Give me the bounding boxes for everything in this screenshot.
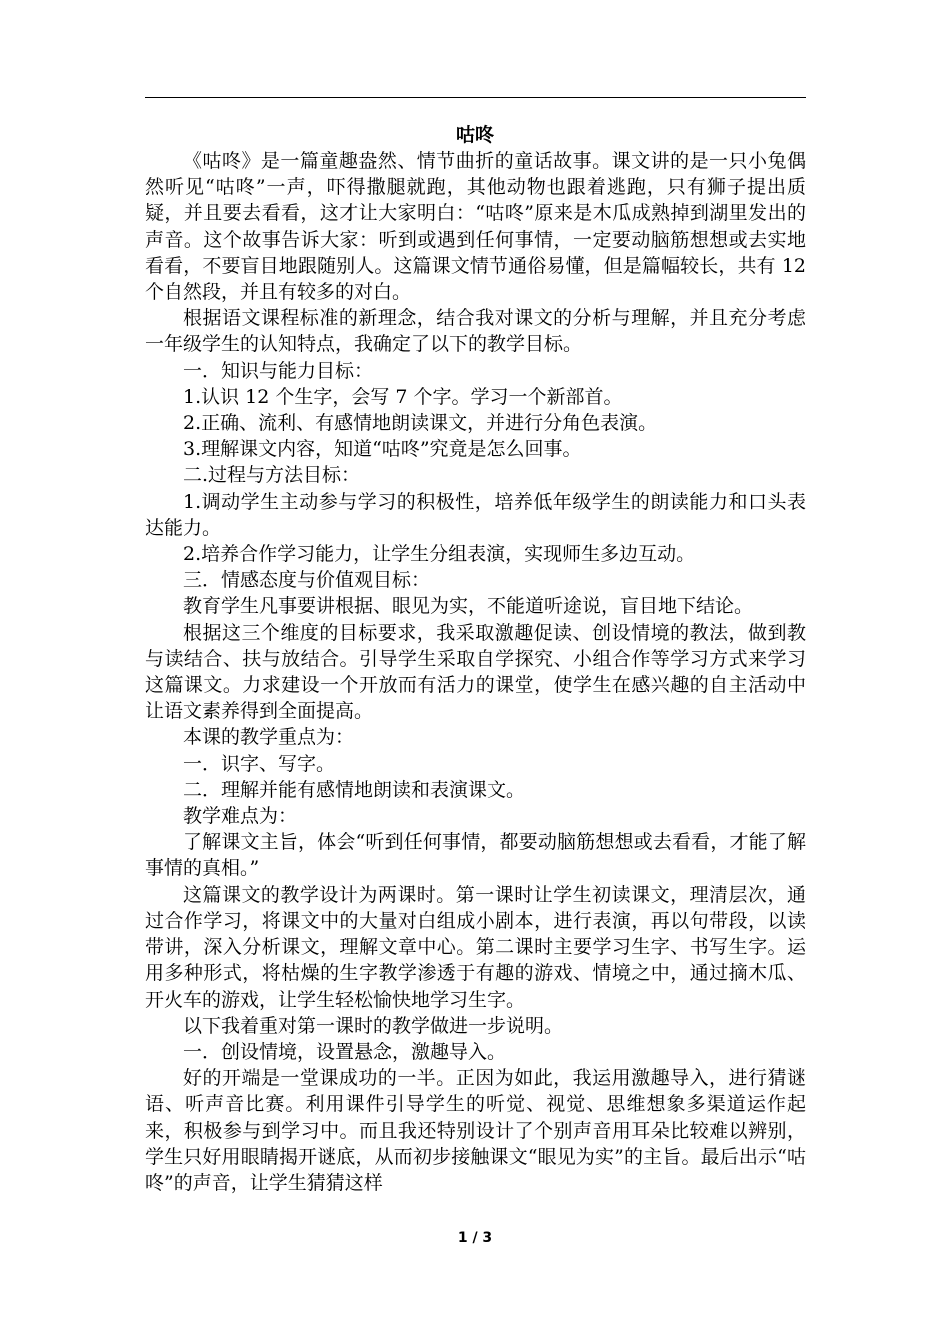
paragraph: 了解课文主旨，体会“听到任何事情，都要动脑筋想想或去看看，才能了解事情的真相。” [145,831,806,880]
section-heading: 一．创设情境，设置悬念，激趣导入。 [183,1040,507,1063]
list-item: 一．识字、写字。 [183,752,336,775]
document-title: 咕咚 [455,124,494,146]
list-item: 1.认识 12 个生字，会写 7 个字。学习一个新部首。 [183,385,623,408]
paragraph: 《咕咚》是一篇童趣盎然、情节曲折的童话故事。课文讲的是一只小兔偶然听见“咕咚”一声，吓得撒腿就跑，其他动物也跟着逃跑，只有狮子提出质疑，并且要去看看，这才让大家明白：“咕咚”原来是木瓜成熟掉到湖里发出的声音。这个故事告诉大家：听到或遇到任何事情，一定要动脑筋想想或去实地看看，不要盲目地跟随别人。这篇课文情节通俗易懂，但是篇幅较长，共有 12 个自然段，并且有较多的对白。 [145,150,806,304]
paragraph: 根据语文课程标准的新理念，结合我对课文的分析与理解，并且充分考虑一年级学生的认知特点，我确定了以下的教学目标。 [145,307,806,356]
section-heading: 三．情感态度与价值观目标： [183,569,431,592]
list-item: 3.理解课文内容，知道“咕咚”究竟是怎么回事。 [183,438,582,461]
list-item: 2.培养合作学习能力，让学生分组表演，实现师生多边互动。 [183,543,696,566]
page-number: 1 / 3 [457,1230,493,1246]
paragraph: 以下我着重对第一课时的教学做进一步说明。 [183,1014,564,1037]
paragraph: 本课的教学重点为： [183,726,355,749]
section-heading: 一．知识与能力目标： [183,359,374,382]
paragraph: 教学难点为： [183,805,298,828]
list-item: 2.正确、流利、有感情地朗读课文，并进行分角色表演。 [183,412,658,435]
paragraph: 好的开端是一堂课成功的一半。正因为如此，我运用激趣导入，进行猜谜语、听声音比赛。利用课件引导学生的听觉、视觉、思维想象多渠道运作起来，积极参与到学习中。而且我还特别设计了个别声音用耳朵比较难以辨别，学生只好用眼睛揭开谜底，从而初步接触课文“眼见为实”的主旨。最后出示“咕咚”的声音，让学生猜猜这样 [145,1067,806,1194]
document-body [145,148,806,1196]
paragraph: 这篇课文的教学设计为两课时。第一课时让学生初读课文，理清层次，通过合作学习，将课文中的大量对白组成小剧本，进行表演，再以句带段，以读带讲，深入分析课文，理解文章中心。第二课时主要学习生字、书写生字。运用多种形式，将枯燥的生字教学渗透于有趣的游戏、情境之中，通过摘木瓜、开火车的游戏，让学生轻松愉快地学习生字。 [145,883,806,1011]
list-item: 1.调动学生主动参与学习的积极性，培养低年级学生的朗读能力和口头表达能力。 [145,490,806,539]
section-heading: 二.过程与方法目标： [183,464,361,487]
list-item: 二．理解并能有感情地朗读和表演课文。 [183,778,526,801]
paragraph: 根据这三个维度的目标要求，我采取激趣促读、创设情境的教法，做到教与读结合、扶与放结合。引导学生采取自学探究、小组合作等学习方式来学习这篇课文。力求建设一个开放而有活力的课堂，使学生在感兴趣的自主活动中让语文素养得到全面提高。 [145,621,806,723]
paragraph: 教育学生凡事要讲根据、眼见为实，不能道听途说，盲目地下结论。 [183,595,754,618]
header-rule [145,97,806,98]
